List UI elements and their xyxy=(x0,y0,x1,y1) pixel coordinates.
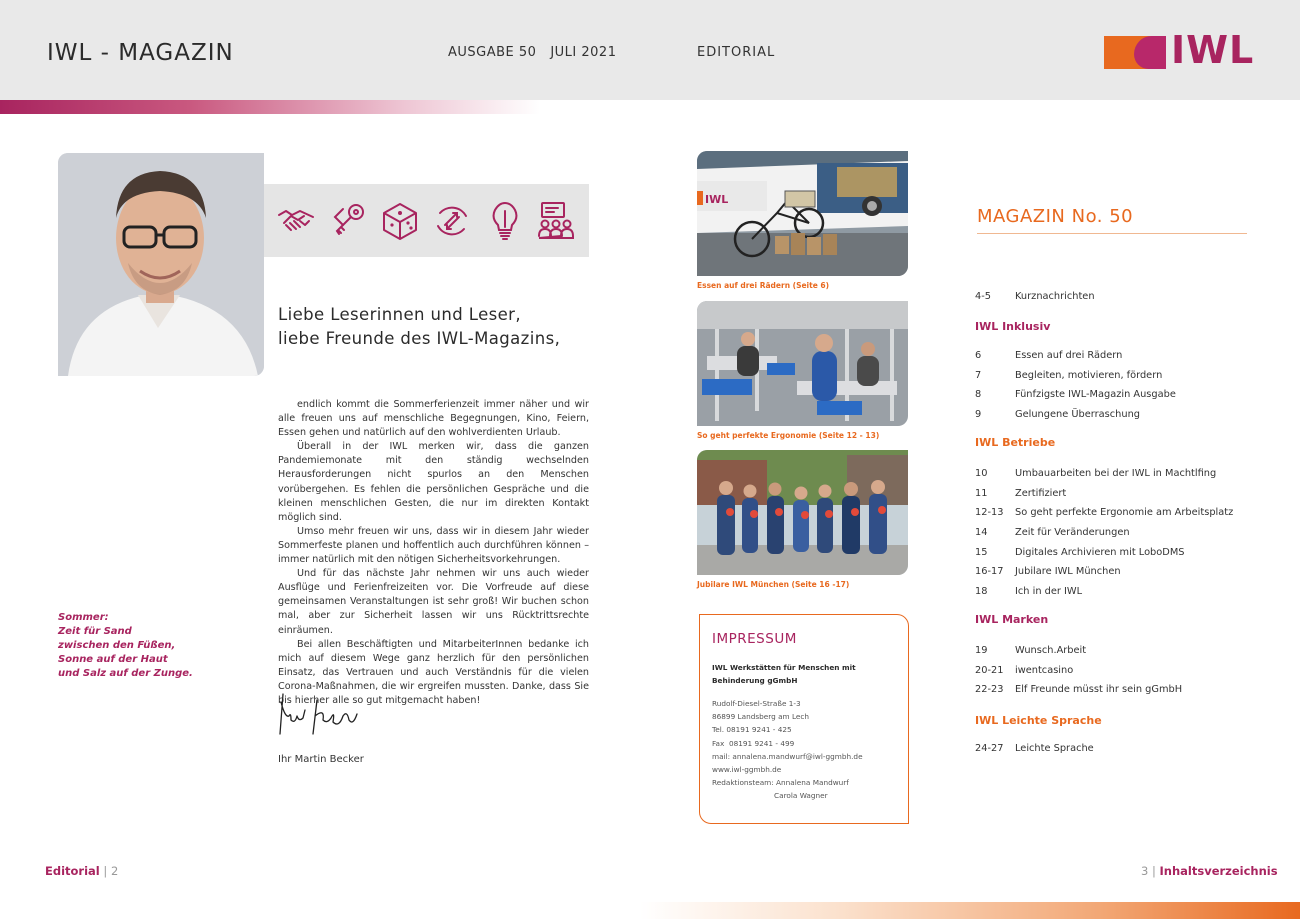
toc-page: 22-23 xyxy=(975,684,1004,695)
toc-section-heading: IWL Leichte Sprache xyxy=(975,714,1102,727)
toc-entry-title: Wunsch.Arbeit xyxy=(1015,645,1087,656)
footer-section-label: Inhaltsverzeichnis xyxy=(1159,864,1278,878)
svg-text:IWL: IWL xyxy=(705,193,729,206)
quote-line: Zeit für Sand xyxy=(58,626,132,637)
toc-page: 9 xyxy=(975,409,982,420)
toc-entry-title: Zertifiziert xyxy=(1015,488,1067,499)
impressum-organization xyxy=(712,661,896,687)
toc-entry-title: Umbauarbeiten bei der IWL in Machtlfing xyxy=(1015,468,1217,479)
toc-page: 24-27 xyxy=(975,743,1004,754)
toc-page: 16-17 xyxy=(975,566,1004,577)
editorial-paragraph: Umso mehr freuen wir uns, dass wir in diesem Jahr wieder Sommerfeste planen und hoffentlich auch durchführen können – immer natürlich mit den nötigen Sicherheitsvorkehrungen. xyxy=(278,525,589,566)
handwritten-signature xyxy=(277,690,367,738)
toc-page: 6 xyxy=(975,350,982,361)
theme-icons-strip xyxy=(264,184,589,257)
quote-line: Sommer: xyxy=(58,612,109,623)
header-accent-bar xyxy=(0,100,540,114)
toc-title-rule xyxy=(977,233,1247,234)
toc-page: 14 xyxy=(975,527,988,538)
cube-icon xyxy=(380,201,420,241)
org-line: Behinderung gGmbH xyxy=(712,676,798,685)
impressum-fax: Fax 08191 9241 - 499 xyxy=(712,738,795,748)
photo-jubilarians xyxy=(697,450,908,575)
impressum-city: 86899 Landsberg am Lech xyxy=(712,712,810,722)
photo-delivery-van xyxy=(697,151,908,276)
magazine-title: IWL - MAGAZIN xyxy=(47,40,234,66)
greeting-line-2: liebe Freunde des IWL-Magazins, xyxy=(278,329,561,348)
logo-text: IWL xyxy=(1171,28,1255,72)
impressum-mail[interactable]: mail: annalena.mandwurf@iwl-ggmbh.de xyxy=(712,751,863,761)
toc-entry-title: Zeit für Veränderungen xyxy=(1015,527,1130,538)
toc-entry-title: Fünfzigste IWL-Magazin Ausgabe xyxy=(1015,389,1176,400)
editorial-paragraph: Und für das nächste Jahr nehmen wir uns auch wieder Ausflüge und Ferienfreizeiten vor. Die Vorfreude auf diese gemeinsamen Veranstaltungen ist sehr groß! Wir buchen schon mal, aber zur Sicherheit lassen wir uns Rücktrittsrechte einräumen. xyxy=(278,568,589,636)
handshake-icon xyxy=(276,201,316,241)
impressum-tel: Tel. 08191 9241 - 425 xyxy=(712,725,792,735)
quote-line: Sonne auf der Haut xyxy=(58,654,168,665)
toc-entry-title: Leichte Sprache xyxy=(1015,743,1094,754)
editorial-greeting xyxy=(278,303,560,351)
impressum-title: IMPRESSUM xyxy=(712,631,797,647)
photo-ergonomics xyxy=(697,301,908,426)
toc-page: 12-13 xyxy=(975,507,1004,518)
quote-line: und Salz auf der Zunge. xyxy=(58,668,193,679)
impressum-team: Redaktionsteam: Annalena Mandwurf xyxy=(712,778,849,788)
toc-page: 20-21 xyxy=(975,665,1004,676)
toc-entry-title: So geht perfekte Ergonomie am Arbeitsplatz xyxy=(1015,507,1234,518)
toc-page: 7 xyxy=(975,370,982,381)
footer-left xyxy=(45,864,118,878)
toc-page: 8 xyxy=(975,389,982,400)
editorial-body xyxy=(278,398,589,708)
team-presentation-icon xyxy=(536,201,576,241)
toc-section-heading: IWL Inklusiv xyxy=(975,320,1051,333)
editorial-paragraph: Überall in der IWL merken wir, dass die ganzen Pandemiemonate mit den ständig wechselnden Herausforderungen nicht spurlos an den Menschen vorübergehen. Es fehlen die persönlichen Gespräche und die kleinen menschlichen Gesten, die nur im direkten Kontakt möglich sind. xyxy=(278,441,589,523)
toc-entry-title: Gelungene Überraschung xyxy=(1015,409,1140,420)
lightbulb-icon xyxy=(485,201,525,241)
logo-mark-icon xyxy=(1104,36,1166,69)
editorial-paragraph: endlich kommt die Sommerferienzeit immer näher und wir alle freuen uns auf menschliche Begegnungen, Kino, Feiern, Essen gehen und natürlich auf den wohlverdienten Urlaub. xyxy=(278,399,589,439)
footer-accent-bar xyxy=(640,902,1300,919)
quote-line: zwischen den Füßen, xyxy=(58,640,176,651)
footer-page-number: 3 xyxy=(1141,864,1149,878)
footer-separator: | xyxy=(1148,864,1160,878)
section-label: EDITORIAL xyxy=(697,45,776,60)
toc-page: 4-5 xyxy=(975,291,992,302)
photo-caption: Jubilare IWL München (Seite 16 -17) xyxy=(697,580,850,589)
author-portrait xyxy=(58,153,264,376)
author-sign-off: Ihr Martin Becker xyxy=(278,754,364,765)
iwl-logo xyxy=(1104,28,1255,72)
impressum-web[interactable]: www.iwl-ggmbh.de xyxy=(712,765,782,775)
toc-title: MAGAZIN No. 50 xyxy=(977,206,1134,227)
toc-entry-title: Ich in der IWL xyxy=(1015,586,1083,597)
photo-caption: Essen auf drei Rädern (Seite 6) xyxy=(697,281,830,290)
toc-page: 18 xyxy=(975,586,988,597)
toc-section-heading: IWL Betriebe xyxy=(975,436,1056,449)
org-line: IWL Werkstätten für Menschen mit xyxy=(712,663,856,672)
toc-entry-title: Elf Freunde müsst ihr sein gGmbH xyxy=(1015,684,1183,695)
toc-entry-title: Jubilare IWL München xyxy=(1015,566,1121,577)
toc-page: 15 xyxy=(975,547,988,558)
issue-label: AUSGABE 50 JULI 2021 xyxy=(448,45,617,60)
toc-entry-title: Begleiten, motivieren, fördern xyxy=(1015,370,1163,381)
footer-section-label: Editorial xyxy=(45,864,100,878)
toc-entry-title: Digitales Archivieren mit LoboDMS xyxy=(1015,547,1185,558)
impressum-box xyxy=(699,614,909,824)
toc-page: 10 xyxy=(975,468,988,479)
impressum-team-2: Carola Wagner xyxy=(774,791,828,801)
recycle-arrows-icon xyxy=(432,201,472,241)
page-header xyxy=(0,0,1300,100)
summer-quote xyxy=(58,611,193,681)
photo-caption: So geht perfekte Ergonomie (Seite 12 - 13) xyxy=(697,431,880,440)
impressum-street: Rudolf-Diesel-Straße 1-3 xyxy=(712,699,801,708)
editorial-paragraph: Bei allen Beschäftigten und MitarbeiterInnen bedanke ich mich auf diesem Wege ganz herzlich für den persönlichen Einsatz, das Vertrauen und auch Verständnis für die vielen Corona-Maßnahmen, die wir ergreifen mussten. Danke, dass Sie bis hierher alle so gut mitgemacht haben! xyxy=(278,638,589,706)
footer-right xyxy=(1141,864,1278,878)
toc-section-heading: IWL Marken xyxy=(975,613,1049,626)
toc-page: 19 xyxy=(975,645,988,656)
footer-page-number: 2 xyxy=(110,864,119,878)
greeting-line-1: Liebe Leserinnen und Leser, xyxy=(278,305,522,324)
toc-entry-title: Essen auf drei Rädern xyxy=(1015,350,1123,361)
toc-page: 11 xyxy=(975,488,988,499)
toc-entry-title: Kurznachrichten xyxy=(1015,291,1095,302)
toc-entry-title: iwentcasino xyxy=(1015,665,1074,676)
keys-icon xyxy=(329,201,369,241)
footer-separator: | xyxy=(99,864,111,878)
